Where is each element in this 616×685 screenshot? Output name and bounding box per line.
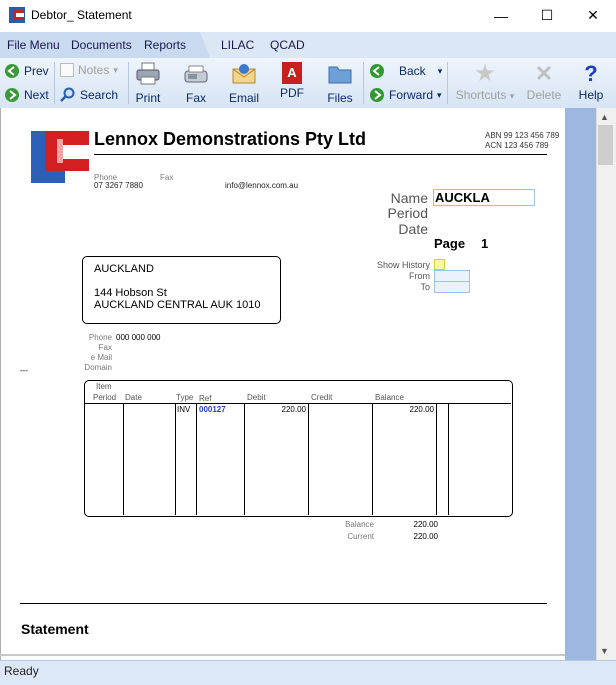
scroll-up-icon[interactable]: ▲ — [600, 112, 609, 122]
company-email: info@lennox.com.au — [225, 181, 299, 190]
menu-file[interactable]: File Menu — [7, 38, 60, 52]
total-balance: 220.00 — [413, 520, 438, 529]
toolbar-separator — [54, 62, 55, 104]
address-line-1: AUCKLAND — [94, 263, 154, 275]
side-panel — [565, 108, 596, 660]
status-bar — [0, 660, 616, 685]
col-ref-header: Ref — [199, 394, 212, 403]
forward-button[interactable] — [369, 87, 442, 103]
notes-button[interactable] — [60, 63, 118, 77]
toolbar-separator — [363, 62, 364, 104]
folder-icon — [327, 62, 353, 86]
company-fax-label: Fax — [160, 173, 174, 182]
item-header-label: Item — [96, 382, 112, 391]
help-label: Help — [578, 88, 604, 102]
column-divider — [175, 403, 176, 515]
show-history-label: Show History — [376, 260, 430, 270]
contact-phone-label: Phone — [88, 333, 112, 342]
minimize-button[interactable]: — — [494, 7, 508, 24]
period-label: Period — [387, 205, 428, 221]
next-button[interactable] — [4, 87, 49, 103]
pdf-label: PDF — [280, 86, 304, 100]
total-current-label: Current — [347, 532, 374, 541]
notes-checkbox-icon — [60, 63, 74, 77]
contact-email-label: e Mail — [90, 353, 112, 362]
help-button[interactable] — [567, 62, 615, 102]
email-icon — [231, 62, 257, 86]
print-button[interactable] — [124, 62, 172, 105]
shortcuts-button[interactable] — [450, 62, 520, 102]
page-label: Page — [434, 236, 466, 251]
arrow-right-icon — [4, 87, 20, 103]
to-label: To — [420, 282, 430, 292]
show-history-checkbox[interactable] — [434, 259, 445, 270]
company-phone: 07 3267 7880 — [94, 181, 143, 190]
notes-label: Notes — [78, 63, 110, 77]
email-label: Email — [228, 91, 259, 105]
menu-lilac[interactable]: LILAC — [221, 38, 255, 52]
name-label: Name — [390, 190, 428, 206]
help-icon: ? — [584, 61, 598, 86]
printer-icon — [135, 62, 161, 86]
col-credit-header: Credit — [311, 393, 333, 402]
from-label: From — [409, 271, 430, 281]
app-logo-icon — [9, 7, 25, 23]
vertical-scrollbar[interactable] — [596, 108, 616, 660]
company-acn: ACN 123 456 789 — [485, 141, 549, 150]
column-divider — [436, 403, 437, 515]
contact-domain-label: Domain — [84, 363, 112, 372]
fax-icon — [183, 62, 209, 86]
back-dropdown-icon[interactable]: ▾ — [437, 65, 443, 76]
col-balance-header: Balance — [375, 393, 404, 402]
total-current: 220.00 — [413, 532, 438, 541]
status-text: Ready — [4, 664, 39, 678]
pdf-icon: A — [282, 62, 302, 84]
company-logo — [31, 131, 89, 183]
company-phone-label: Phone — [94, 173, 118, 182]
back-arrow-icon — [369, 63, 385, 79]
total-balance-label: Balance — [345, 520, 374, 529]
prev-label: Prev — [24, 64, 49, 78]
shortcuts-dropdown-icon: ▾ — [509, 91, 515, 101]
close-button[interactable]: ✕ — [587, 7, 599, 23]
back-label: Back — [399, 64, 426, 78]
next-label: Next — [24, 88, 49, 102]
delete-label: Delete — [526, 88, 562, 102]
page-number: 1 — [481, 236, 489, 251]
back-button[interactable] — [369, 63, 442, 79]
address-line-2: 144 Hobson St — [94, 287, 167, 299]
row-type: INV — [177, 405, 191, 414]
email-button[interactable] — [220, 62, 268, 105]
column-divider — [372, 403, 373, 515]
header-divider — [94, 154, 547, 155]
menu-qcad[interactable]: QCAD — [270, 38, 305, 52]
arrow-left-icon — [4, 63, 20, 79]
column-divider — [448, 403, 449, 515]
contact-dash: --- — [20, 366, 28, 375]
column-divider — [196, 403, 197, 515]
fax-button[interactable] — [172, 62, 220, 105]
toolbar-separator — [447, 62, 448, 104]
print-label: Print — [135, 91, 161, 105]
company-abn: ABN 99 123 456 789 — [485, 131, 560, 140]
column-divider — [308, 403, 309, 515]
col-debit-header: Debit — [247, 393, 266, 402]
forward-dropdown-icon[interactable]: ▾ — [437, 89, 442, 100]
col-period-header: Period — [93, 393, 117, 402]
scroll-thumb[interactable] — [598, 125, 613, 165]
forward-arrow-icon — [369, 87, 385, 103]
footer-divider — [20, 603, 547, 604]
contact-fax-label: Fax — [98, 343, 112, 352]
search-label: Search — [80, 88, 119, 102]
maximize-button[interactable]: ☐ — [540, 7, 554, 23]
delete-icon: ✕ — [534, 61, 554, 86]
scroll-down-icon[interactable]: ▼ — [600, 646, 609, 656]
pdf-button[interactable] — [268, 62, 316, 100]
col-type-header: Type — [176, 393, 194, 402]
column-divider — [244, 403, 245, 515]
address-line-3: AUCKLAND CENTRAL AUK 1010 — [94, 299, 261, 311]
search-icon — [60, 87, 76, 103]
horizontal-scroll-edge — [0, 654, 565, 656]
date-label: Date — [398, 221, 428, 237]
fax-label: Fax — [185, 91, 206, 105]
name-field[interactable]: AUCKLA — [433, 189, 535, 206]
to-field[interactable] — [434, 281, 470, 293]
search-button[interactable] — [60, 87, 118, 103]
shortcuts-label: Shortcuts — [455, 88, 507, 102]
menu-documents[interactable]: Documents — [71, 38, 132, 52]
files-label: Files — [327, 91, 353, 105]
statement-section-title: Statement — [21, 621, 89, 637]
row-ref-link[interactable]: 000127 — [199, 405, 226, 414]
col-date-header: Date — [125, 393, 142, 402]
company-name: Lennox Demonstrations Pty Ltd — [94, 129, 367, 149]
files-button[interactable] — [316, 62, 364, 105]
notes-dropdown-icon: ▾ — [113, 64, 118, 75]
forward-label: Forward — [389, 88, 434, 102]
row-debit: 220.00 — [281, 405, 306, 414]
row-balance: 220.00 — [409, 405, 434, 414]
window-title: Debtor_ Statement — [31, 8, 132, 22]
menu-reports[interactable]: Reports — [144, 38, 187, 52]
prev-button[interactable] — [4, 63, 49, 79]
contact-phone: 000 000 000 — [116, 333, 161, 342]
star-icon: ★ — [474, 60, 496, 87]
delete-button[interactable] — [520, 62, 568, 102]
column-divider — [123, 403, 124, 515]
